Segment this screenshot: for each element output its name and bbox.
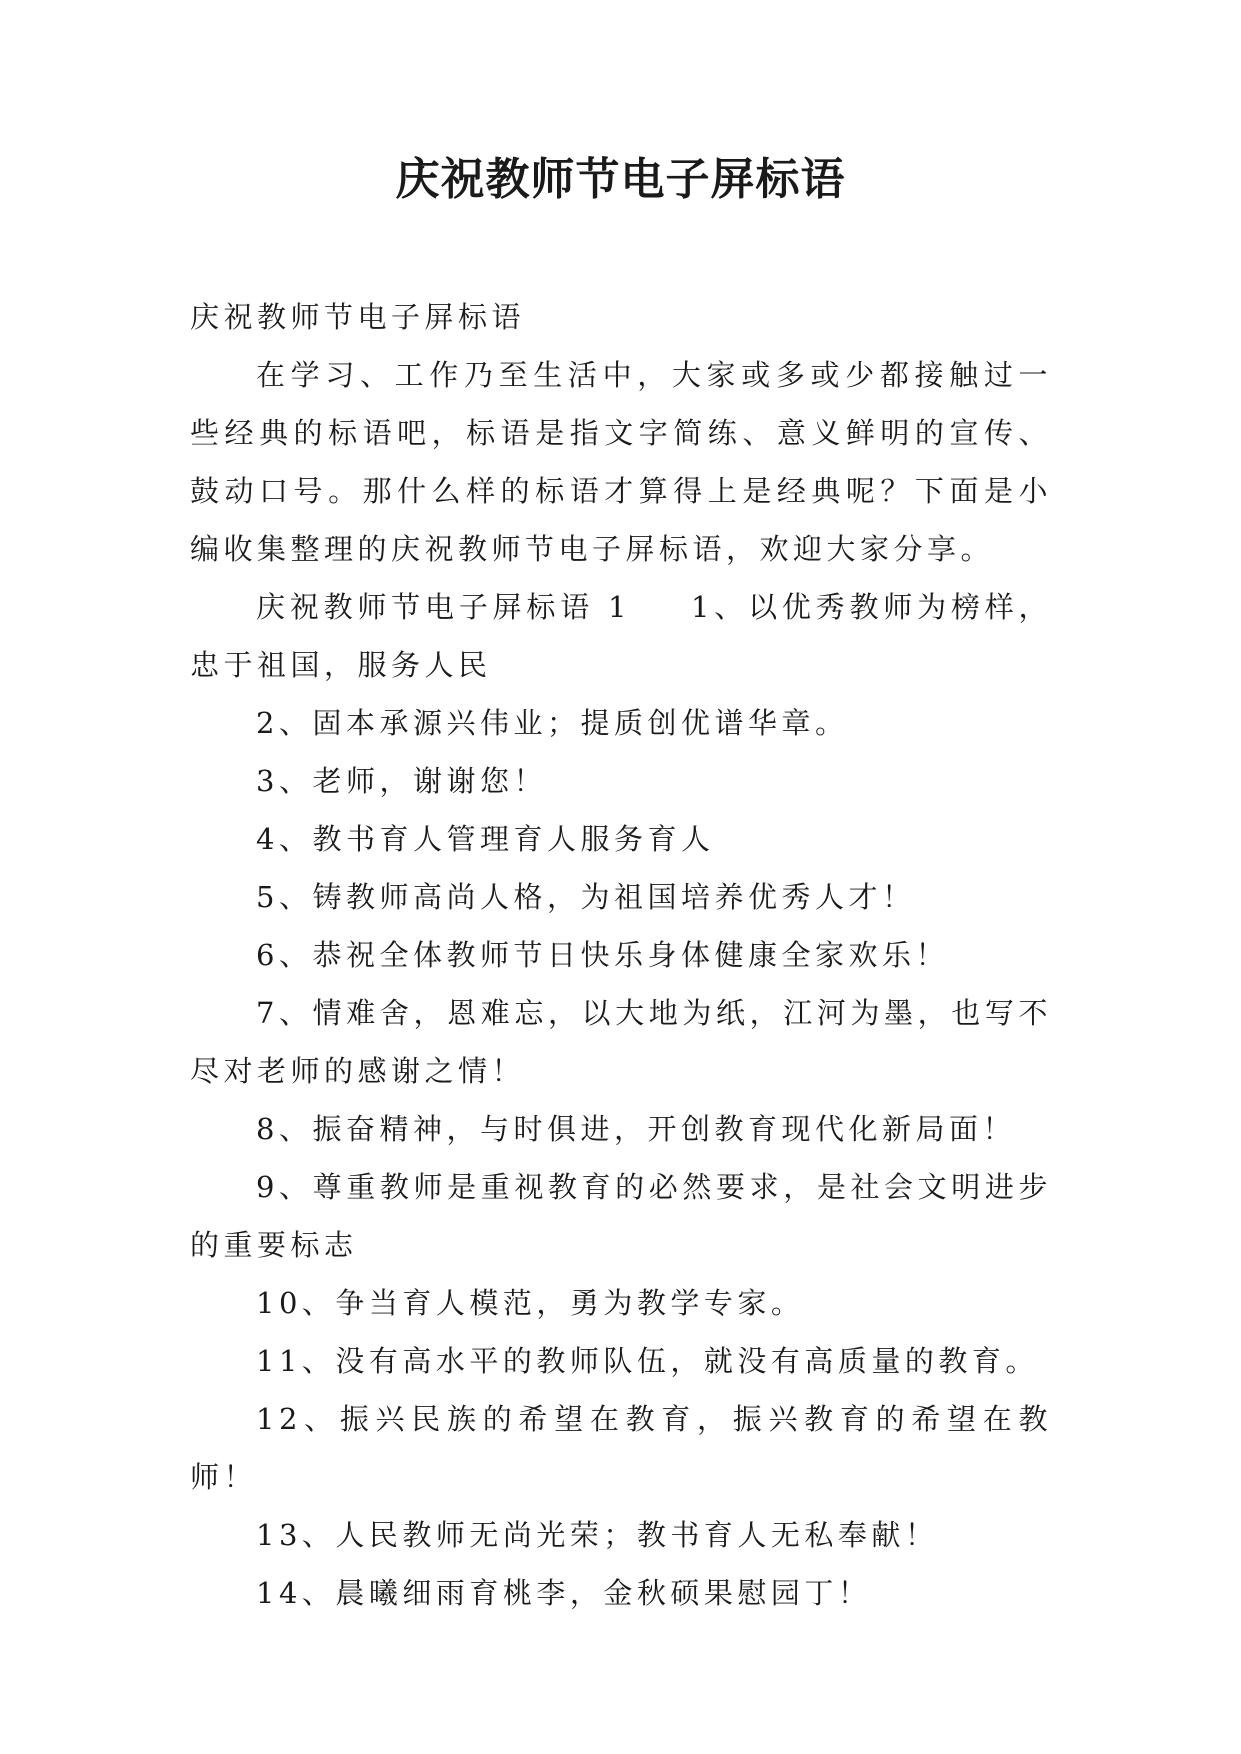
slogan-item: 14、晨曦细雨育桃李，金秋硕果慰园丁！ — [256, 1576, 872, 1610]
section-first-paragraph — [190, 578, 1052, 694]
subtitle: 庆祝教师节电子屏标语 — [190, 300, 526, 334]
slogan-item: 5、铸教师高尚人格，为祖国培养优秀人才！ — [256, 880, 916, 914]
slogan-item: 7、情难舍，恩难忘，以大地为纸，江河为墨，也写不尽对老师的感谢之情！ — [190, 996, 1052, 1088]
slogan-item: 6、恭祝全体教师节日快乐身体健康全家欢乐！ — [256, 938, 949, 972]
slogan-item: 12、振兴民族的希望在教育，振兴教育的希望在教师！ — [190, 1402, 1052, 1494]
document-title: 庆祝教师节电子屏标语 — [395, 154, 846, 205]
slogan-item: 1、以优秀教师为榜样，忠于祖国，服务人民 — [190, 590, 1053, 682]
slogan-item: 8、振奋精神，与时俱进，开创教育现代化新局面！ — [256, 1112, 1016, 1146]
intro-paragraph: 在学习、工作乃至生活中，大家或多或少都接触过一些经典的标语吧，标语是指文字简练、意义鲜明的宣传、鼓动口号。那什么样的标语才算得上是经典呢？下面是小编收集整理的庆祝教师节电子屏标语，欢迎大家分享。 — [190, 358, 1052, 566]
slogan-item: 4、教书育人管理育人服务育人 — [256, 822, 715, 856]
slogan-item: 11、没有高水平的教师队伍，就没有高质量的教育。 — [256, 1344, 1039, 1378]
slogan-item: 3、老师，谢谢您！ — [256, 764, 547, 798]
document-body — [190, 288, 1052, 1622]
slogan-item: 10、争当育人模范，勇为教学专家。 — [256, 1286, 805, 1320]
slogan-item: 9、尊重教师是重视教育的必然要求，是社会文明进步的重要标志 — [190, 1170, 1052, 1262]
slogan-item: 13、人民教师无尚光荣；教书育人无私奉献！ — [256, 1518, 939, 1552]
slogan-item: 2、固本承源兴伟业；提质创优谱华章。 — [256, 706, 849, 740]
section-heading: 庆祝教师节电子屏标语 1 — [256, 590, 632, 624]
